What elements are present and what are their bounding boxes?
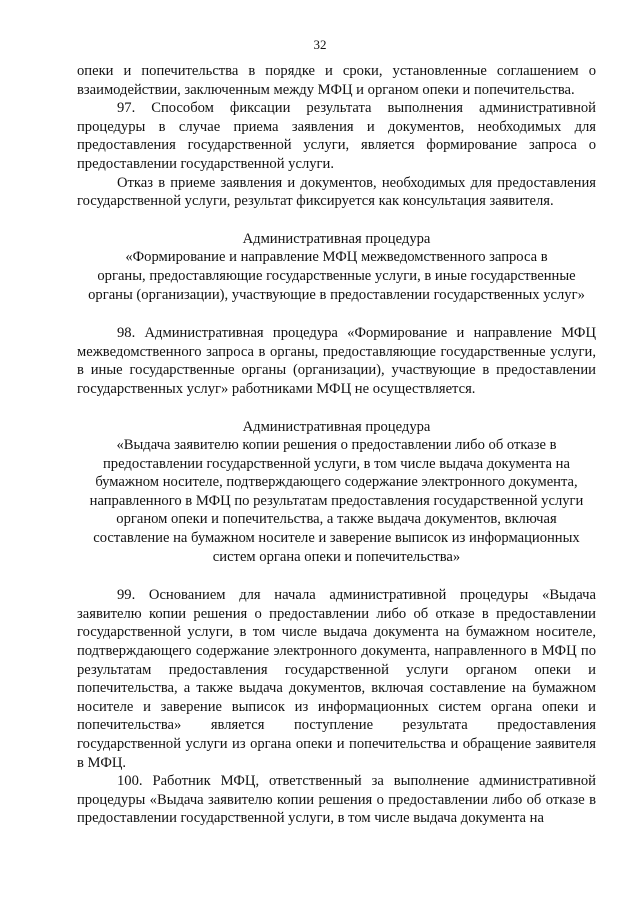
- page-number: 32: [313, 37, 327, 52]
- heading-line: органы (организации), участвующие в предоставлении государственных услуг»: [88, 286, 585, 303]
- heading-line: систем органа опеки и попечительства»: [212, 548, 461, 565]
- paragraph-99: 99. Основанием для начала административной процедуры «Выдача заявителю копии решения о предоставлении либо об отказе в предоставлении государственной услуги, в том числе выдача документа на бумажном носителе, подтверждающего содержание электронного документа, направленного в МФЦ по результатам предоставления государственной услуги органом опеки и попечительства, а также выдача документов, включая составление на бумажном носителе и заверение выписок из информационных систем органа опеки и попечительства» является поступление результата предоставления государственной услуги из органа опеки и попечительства и обращение заявителя в МФЦ.: [77, 587, 596, 771]
- paragraph-98: 98. Административная процедура «Формирование и направление МФЦ межведомственного запроса в органы, предоставляющие государственные услуги, в иные государственные органы (организации), участвующие в предоставлении государственных услуг» работниками МФЦ не осуществляется.: [77, 325, 596, 397]
- heading-line: органы, предоставляющие государственные услуги, в иные государственные: [97, 267, 576, 284]
- paragraph-100: 100. Работник МФЦ, ответственный за выполнение административной процедуры «Выдача заявителю копии решения о предоставлении либо об отказе в предоставлении государственной услуги, в том числе выдача документа на: [77, 773, 596, 827]
- heading-line: направленного в МФЦ по результатам предоставления государственной услуги: [89, 492, 584, 509]
- heading-title: Административная процедура: [242, 230, 431, 247]
- heading-line: бумажном носителе, подтверждающего содержание электронного документа,: [95, 474, 578, 491]
- heading-line: предоставлении государственной услуги, в том числе выдача документа на: [103, 455, 570, 472]
- paragraph-continuation: опеки и попечительства в порядке и сроки, установленные соглашением о взаимодействии, заключенным между МФЦ и органом опеки и попечительства.: [77, 63, 596, 98]
- paragraph-97: 97. Способом фиксации результата выполнения административной процедуры в случае приема заявления и документов, необходимых для предоставления государственной услуги, является формирование запроса о предоставлении государственной услуги.: [77, 100, 596, 172]
- paragraph-refusal: Отказ в приеме заявления и документов, необходимых для предоставления государственной услуги, результат фиксируется как консультация заявителя.: [77, 174, 596, 210]
- spacer: [77, 566, 596, 586]
- heading-line: «Выдача заявителю копии решения о предоставлении либо об отказе в: [116, 437, 557, 454]
- heading-procedure-interagency-request: [77, 230, 596, 304]
- heading-title: Административная процедура: [242, 418, 431, 435]
- spacer: [77, 399, 596, 418]
- spacer: [77, 211, 596, 230]
- heading-line: «Формирование и направление МФЦ межведомственного запроса в: [125, 249, 548, 266]
- heading-procedure-issue-decision-copy: [77, 418, 596, 567]
- heading-line: органом опеки и попечительства, а также выдача документов, включая: [116, 511, 557, 528]
- page-content: [77, 62, 596, 828]
- spacer: [77, 304, 596, 324]
- heading-line: составление на бумажном носителе и заверение выписок из информационных: [93, 530, 580, 547]
